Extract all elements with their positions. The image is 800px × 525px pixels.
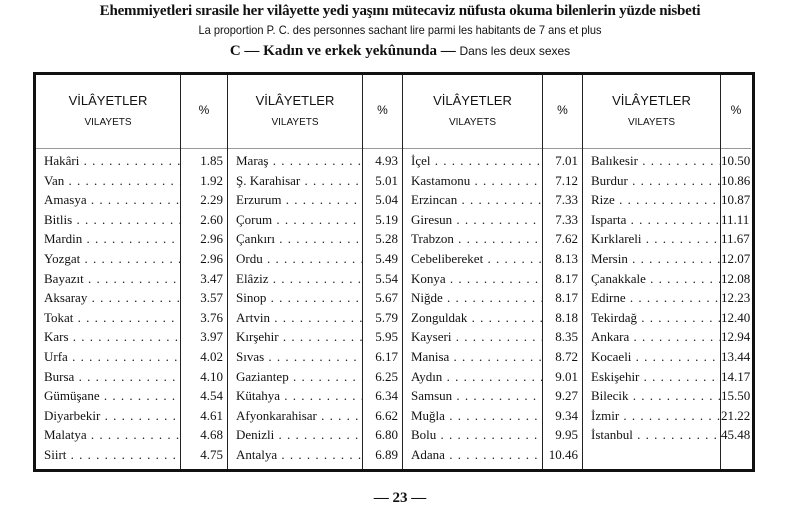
- province-name: Gaziantep . . .: [228, 367, 362, 387]
- column-header: [228, 75, 362, 149]
- province-name: Isparta . . .: [583, 210, 720, 230]
- province-name: Muğla . . .: [403, 406, 542, 426]
- percent-value: 14.17: [721, 368, 751, 384]
- province-name: Eskişehir . . .: [583, 367, 720, 387]
- province-name: Kayseri . . .: [403, 327, 542, 347]
- province-name: Afyonkarahisar . . .: [228, 406, 362, 426]
- province-name: Çorum . . .: [228, 210, 362, 230]
- table-row: [403, 171, 542, 191]
- percent-value: 12.40: [721, 309, 751, 325]
- province-name: Malatya . . .: [36, 425, 180, 445]
- table-row: [36, 327, 180, 347]
- table-row: [228, 445, 362, 465]
- province-name: Çanakkale . . .: [583, 269, 720, 289]
- percent-value: 2.60: [200, 211, 223, 227]
- percent-value: 11.11: [721, 211, 750, 227]
- table-row: [403, 347, 542, 367]
- table-row: [583, 425, 720, 445]
- table-row: [403, 445, 542, 465]
- percent-value: 6.62: [375, 407, 398, 423]
- table-row: [403, 151, 542, 171]
- table-row: [228, 425, 362, 445]
- table-row: [228, 386, 362, 406]
- percent-value: 4.61: [200, 407, 223, 423]
- table-row: [403, 308, 542, 328]
- province-name: Niğde . . .: [403, 288, 542, 308]
- province-name: Amasya . . .: [36, 190, 180, 210]
- percent-value: 7.62: [555, 231, 578, 247]
- table-row: [228, 288, 362, 308]
- percent-value: 4.10: [200, 368, 223, 384]
- province-name: Ordu . . .: [228, 249, 362, 269]
- table-row: [36, 347, 180, 367]
- table-row: [228, 347, 362, 367]
- province-name: Kastamonu . . .: [403, 171, 542, 191]
- province-name: Konya . . .: [403, 269, 542, 289]
- percent-value: 12.07: [721, 250, 751, 266]
- percent-value: 3.97: [200, 329, 223, 345]
- table-row: [583, 327, 720, 347]
- percent-value: 9.34: [555, 407, 578, 423]
- percent-value: 6.34: [375, 388, 398, 404]
- percent-value: 3.47: [200, 270, 223, 286]
- province-name-column: [36, 75, 181, 469]
- province-name: Kütahya . . .: [228, 386, 362, 406]
- header-percent: %: [377, 103, 388, 117]
- province-name: Manisa . . .: [403, 347, 542, 367]
- province-name: Mersin . . .: [583, 249, 720, 269]
- table-row: [583, 308, 720, 328]
- percent-value: 4.75: [200, 446, 223, 462]
- percent-value: 7.33: [555, 192, 578, 208]
- percent-value: 4.68: [200, 427, 223, 443]
- table-row: [583, 249, 720, 269]
- table-row: [403, 327, 542, 347]
- table-row: [583, 151, 720, 171]
- table-row: [36, 425, 180, 445]
- header-name-tr: VİLÂYETLER: [68, 93, 148, 108]
- percent-value: 12.23: [721, 290, 751, 306]
- percent-value: 9.27: [555, 388, 578, 404]
- table-row: [228, 269, 362, 289]
- table-row: [228, 151, 362, 171]
- percent-value: 8.72: [555, 348, 578, 364]
- province-name-column: [403, 75, 543, 469]
- province-name: Erzurum . . .: [228, 190, 362, 210]
- table-row: [403, 406, 542, 426]
- table-row: [403, 288, 542, 308]
- header-name-fr: VILAYETS: [448, 117, 497, 128]
- province-name: Rize . . .: [583, 190, 720, 210]
- table-row: [228, 406, 362, 426]
- table-row: [403, 210, 542, 230]
- percent-value: 10.46: [548, 446, 578, 462]
- province-name: Tokat . . .: [36, 308, 180, 328]
- percent-value: 9.95: [555, 427, 578, 443]
- percent-value: 11.67: [721, 231, 750, 247]
- province-name: Elâziz . . .: [228, 269, 362, 289]
- table-row: [228, 367, 362, 387]
- province-name: Siirt . . .: [36, 445, 180, 465]
- header-name-fr: VILAYETS: [84, 117, 132, 128]
- province-name: Balıkesir . . .: [583, 151, 720, 171]
- table-row: [36, 367, 180, 387]
- province-name: İçel . . .: [403, 151, 542, 171]
- province-name: Cebelibereket . . .: [403, 249, 542, 269]
- province-name: Adana . . .: [403, 445, 542, 465]
- table-row: [36, 445, 180, 465]
- page-title: Ehemmiyetleri sırasile her vilâyette yedi yaşını mütecaviz nüfusta okuma bilenlerin yüzde nisbeti: [99, 3, 701, 19]
- percent-value: 5.19: [375, 211, 398, 227]
- percent-value: 15.50: [721, 388, 751, 404]
- percent-value: 6.80: [375, 427, 398, 443]
- section-heading: [0, 43, 800, 60]
- table-row: [228, 327, 362, 347]
- table-row: [36, 406, 180, 426]
- province-name: Burdur . . .: [583, 171, 720, 191]
- table-row: [228, 229, 362, 249]
- percent-value: 7.33: [555, 211, 578, 227]
- column-header: [181, 75, 227, 149]
- province-name: Diyarbekir . . .: [36, 406, 180, 426]
- province-name: Kars . . .: [36, 327, 180, 347]
- province-name-column: [583, 75, 721, 469]
- province-name: Yozgat . . .: [36, 249, 180, 269]
- table-row: [228, 210, 362, 230]
- table-row: [583, 210, 720, 230]
- header-name-tr: VİLÂYETLER: [612, 93, 691, 108]
- percent-value: 5.01: [375, 172, 398, 188]
- table-row: [583, 190, 720, 210]
- table-row: [583, 171, 720, 191]
- province-name: Hakâri . . .: [36, 151, 180, 171]
- province-name: İzmir . . .: [583, 406, 720, 426]
- province-name: Kocaeli . . .: [583, 347, 720, 367]
- percent-value: 2.96: [200, 231, 223, 247]
- province-name: Denizli . . .: [228, 425, 362, 445]
- table-row: [583, 288, 720, 308]
- page-subtitle: La proportion P. C. des personnes sachant lire parmi les habitants de 7 ans et plus: [198, 23, 602, 37]
- table-row: [36, 229, 180, 249]
- province-name: Van . . .: [36, 171, 180, 191]
- percent-value: 8.17: [555, 270, 578, 286]
- province-name: Zonguldak . . .: [403, 308, 542, 328]
- percent-value: 6.25: [375, 368, 398, 384]
- percent-value: 10.50: [721, 153, 751, 168]
- province-name: Sıvas . . .: [228, 347, 362, 367]
- percent-value: 5.49: [375, 250, 398, 266]
- table-row: [403, 229, 542, 249]
- province-name: Bitlis . . .: [36, 210, 180, 230]
- percent-column: [363, 75, 403, 469]
- column-header: [36, 75, 180, 149]
- province-name: Kırşehir . . .: [228, 327, 362, 347]
- percent-value: 4.93: [375, 153, 398, 168]
- percent-value: 2.96: [200, 250, 223, 266]
- percent-value: 12.08: [721, 270, 751, 286]
- table-row: [228, 249, 362, 269]
- table-row: [403, 386, 542, 406]
- percent-value: 21.22: [721, 407, 751, 423]
- table-row: [403, 190, 542, 210]
- province-name: Çankırı . . .: [228, 229, 362, 249]
- percent-value: 4.02: [200, 348, 223, 364]
- province-name: Bolu . . .: [403, 425, 542, 445]
- table-row: [228, 171, 362, 191]
- table-row: [583, 269, 720, 289]
- percent-value: 1.92: [200, 172, 223, 188]
- province-name: Kırklareli . . .: [583, 229, 720, 249]
- province-name-column: [228, 75, 363, 469]
- literacy-table: [33, 72, 755, 472]
- percent-value: 8.35: [555, 329, 578, 345]
- header-name-tr: VİLÂYETLER: [433, 93, 512, 108]
- header-percent: %: [730, 103, 742, 117]
- table-row: [36, 288, 180, 308]
- table-row: [36, 151, 180, 171]
- table-row: [36, 249, 180, 269]
- percent-column: [181, 75, 228, 469]
- column-header: [721, 75, 751, 149]
- table-row: [403, 367, 542, 387]
- province-name: İstanbul . . .: [583, 425, 720, 445]
- percent-value: 5.54: [375, 270, 398, 286]
- percent-value: 5.28: [375, 231, 398, 247]
- province-name: Bilecik . . .: [583, 386, 720, 406]
- section-letter: C —: [229, 43, 260, 59]
- header-name-fr: VILAYETS: [271, 117, 319, 128]
- province-name: Sinop . . .: [228, 288, 362, 308]
- column-header: [543, 75, 582, 149]
- percent-value: 12.94: [721, 329, 751, 345]
- percent-value: 8.13: [555, 250, 578, 266]
- percent-value: 8.18: [555, 309, 578, 325]
- percent-value: 3.57: [200, 290, 223, 306]
- percent-value: 5.95: [375, 329, 398, 345]
- province-name: Bursa . . .: [36, 367, 180, 387]
- province-name: Samsun . . .: [403, 386, 542, 406]
- table-row: [36, 171, 180, 191]
- header-percent: %: [198, 103, 210, 117]
- percent-value: 10.87: [721, 192, 751, 208]
- table-row: [36, 386, 180, 406]
- province-name: Trabzon . . .: [403, 229, 542, 249]
- header-name-fr: VILAYETS: [627, 117, 676, 128]
- percent-value: 13.44: [721, 348, 751, 364]
- province-name: Gümüşane . . .: [36, 386, 180, 406]
- province-name: Mardin . . .: [36, 229, 180, 249]
- percent-value: 7.01: [555, 153, 578, 168]
- province-name: Aydın . . .: [403, 367, 542, 387]
- province-name: Bayazıt . . .: [36, 269, 180, 289]
- percent-value: 3.76: [200, 309, 223, 325]
- percent-value: 10.86: [721, 172, 751, 188]
- province-name: Erzincan . . .: [403, 190, 542, 210]
- header-name-tr: VİLÂYETLER: [255, 93, 335, 108]
- percent-value: 8.17: [555, 290, 578, 306]
- province-name: Antalya . . .: [228, 445, 362, 465]
- percent-column: [721, 75, 751, 469]
- table-row: [583, 347, 720, 367]
- province-name: Giresun . . .: [403, 210, 542, 230]
- table-row: [36, 269, 180, 289]
- table-row: [403, 269, 542, 289]
- table-row: [36, 190, 180, 210]
- table-row: [228, 190, 362, 210]
- table-row: [583, 367, 720, 387]
- percent-value: 7.12: [555, 172, 578, 188]
- province-name: Maraş . . .: [228, 151, 362, 171]
- percent-value: 9.01: [555, 368, 578, 384]
- page-number: — 23 —: [373, 490, 427, 506]
- table-row: [403, 249, 542, 269]
- province-name: Ankara . . .: [583, 327, 720, 347]
- percent-value: 1.85: [200, 153, 223, 168]
- percent-value: 6.89: [375, 446, 398, 462]
- province-name: Aksaray . . .: [36, 288, 180, 308]
- percent-value: 5.67: [375, 290, 398, 306]
- column-header: [403, 75, 542, 149]
- header-percent: %: [557, 103, 568, 117]
- table-row: [403, 425, 542, 445]
- section-french: Dans les deux sexes: [459, 44, 571, 58]
- table-row: [36, 210, 180, 230]
- percent-value: 45.48: [721, 427, 751, 443]
- percent-value: 6.17: [375, 348, 398, 364]
- province-name: Artvin . . .: [228, 308, 362, 328]
- table-row: [583, 406, 720, 426]
- column-header: [363, 75, 402, 149]
- percent-value: 4.54: [200, 388, 223, 404]
- column-header: [583, 75, 720, 149]
- table-row: [583, 386, 720, 406]
- percent-column: [543, 75, 583, 469]
- table-row: [228, 308, 362, 328]
- section-turkish: Kadın ve erkek yekûnunda —: [263, 43, 456, 59]
- percent-value: 2.29: [200, 192, 223, 208]
- province-name: Tekirdağ . . .: [583, 308, 720, 328]
- province-name: Ş. Karahisar . . .: [228, 171, 362, 191]
- table-row: [583, 229, 720, 249]
- percent-value: 5.79: [375, 309, 398, 325]
- table-row: [36, 308, 180, 328]
- percent-value: 5.04: [375, 192, 398, 208]
- province-name: Urfa . . .: [36, 347, 180, 367]
- province-name: Edirne . . .: [583, 288, 720, 308]
